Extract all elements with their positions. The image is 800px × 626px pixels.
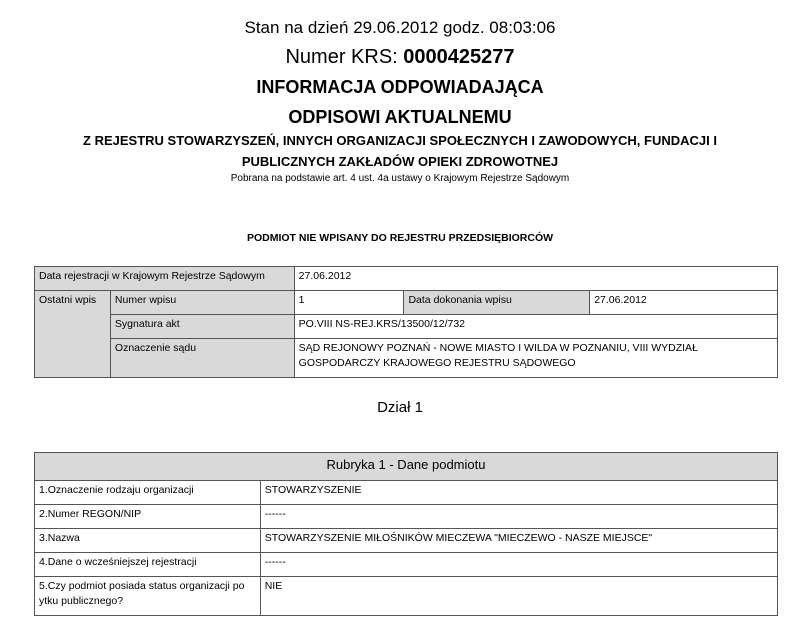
rubric-row-label: 3.Nazwa xyxy=(35,529,261,553)
table-row xyxy=(35,577,778,616)
rubric-row-label: 4.Dane o wcześniejszej rejestracji xyxy=(35,553,261,577)
entry-date-label: Data dokonania wpisu xyxy=(404,291,590,315)
krs-number: 0000425277 xyxy=(403,46,515,68)
krs-label: Numer KRS: xyxy=(285,46,404,68)
registry-name-line1: Z REJESTRU STOWARZYSZEŃ, INNYCH ORGANIZACJI SPOŁECZNYCH I ZAWODOWYCH, FUNDACJI I xyxy=(83,133,717,148)
court-label: Oznaczenie sądu xyxy=(110,339,294,378)
section-title: Dział 1 xyxy=(377,399,423,416)
state-timestamp: Stan na dzień 29.06.2012 godz. 08:03:06 xyxy=(244,18,556,37)
registration-date-label: Data rejestracji w Krajowym Rejestrze Sądowym xyxy=(35,267,295,291)
table-row xyxy=(35,481,778,505)
table-row xyxy=(35,315,778,339)
signature-value: PO.VIII NS-REJ.KRS/13500/12/732 xyxy=(294,315,777,339)
legal-basis: Pobrana na podstawie art. 4 ust. 4a ustawy o Krajowym Rejestrze Sądowym xyxy=(230,173,570,184)
rubric-row-value: STOWARZYSZENIE MIŁOŚNIKÓW MIECZEWA "MIECZEWO - NASZE MIEJSCE" xyxy=(260,529,777,553)
table-row xyxy=(35,529,778,553)
rubric-row-value: NIE xyxy=(260,577,777,616)
rubric-row-label: 1.Oznaczenie rodzaju organizacji xyxy=(35,481,261,505)
table-row xyxy=(35,453,778,481)
entry-number-value: 1 xyxy=(294,291,404,315)
table-row xyxy=(35,267,778,291)
rubric-row-value: ------ xyxy=(260,505,777,529)
signature-label: Sygnatura akt xyxy=(110,315,294,339)
table-row xyxy=(35,505,778,529)
entry-date-value: 27.06.2012 xyxy=(590,291,778,315)
registration-table xyxy=(34,266,778,378)
table-row xyxy=(35,291,778,315)
table-row xyxy=(35,339,778,378)
entity-status: PODMIOT NIE WPISANY DO REJESTRU PRZEDSIĘBIORCÓW xyxy=(246,232,554,244)
court-value: SĄD REJONOWY POZNAŃ - NOWE MIASTO I WILDA W POZNANIU, VIII WYDZIAŁ GOSPODARCZY KRAJOWEGO REJESTRU SĄDOWEGO xyxy=(294,339,777,378)
rubric-row-label: 5.Czy podmiot posiada status organizacji po ytku publicznego? xyxy=(35,577,261,616)
rubric-row-value: ------ xyxy=(260,553,777,577)
entry-number-label: Numer wpisu xyxy=(110,291,294,315)
table-row xyxy=(35,553,778,577)
registry-name-line2: PUBLICZNYCH ZAKŁADÓW OPIEKI ZDROWOTNEJ xyxy=(241,154,559,169)
rubric-title: Rubryka 1 - Dane podmiotu xyxy=(35,453,778,481)
last-entry-label: Ostatni wpis xyxy=(35,291,111,378)
krs-number-line xyxy=(0,46,800,69)
registration-date-value: 27.06.2012 xyxy=(294,267,777,291)
document-title-line2: ODPISOWI AKTUALNEMU xyxy=(288,107,512,127)
rubric-table xyxy=(34,452,778,616)
rubric-row-label: 2.Numer REGON/NIP xyxy=(35,505,261,529)
rubric-row-value: STOWARZYSZENIE xyxy=(260,481,777,505)
document-title-line1: INFORMACJA ODPOWIADAJĄCA xyxy=(256,77,544,97)
